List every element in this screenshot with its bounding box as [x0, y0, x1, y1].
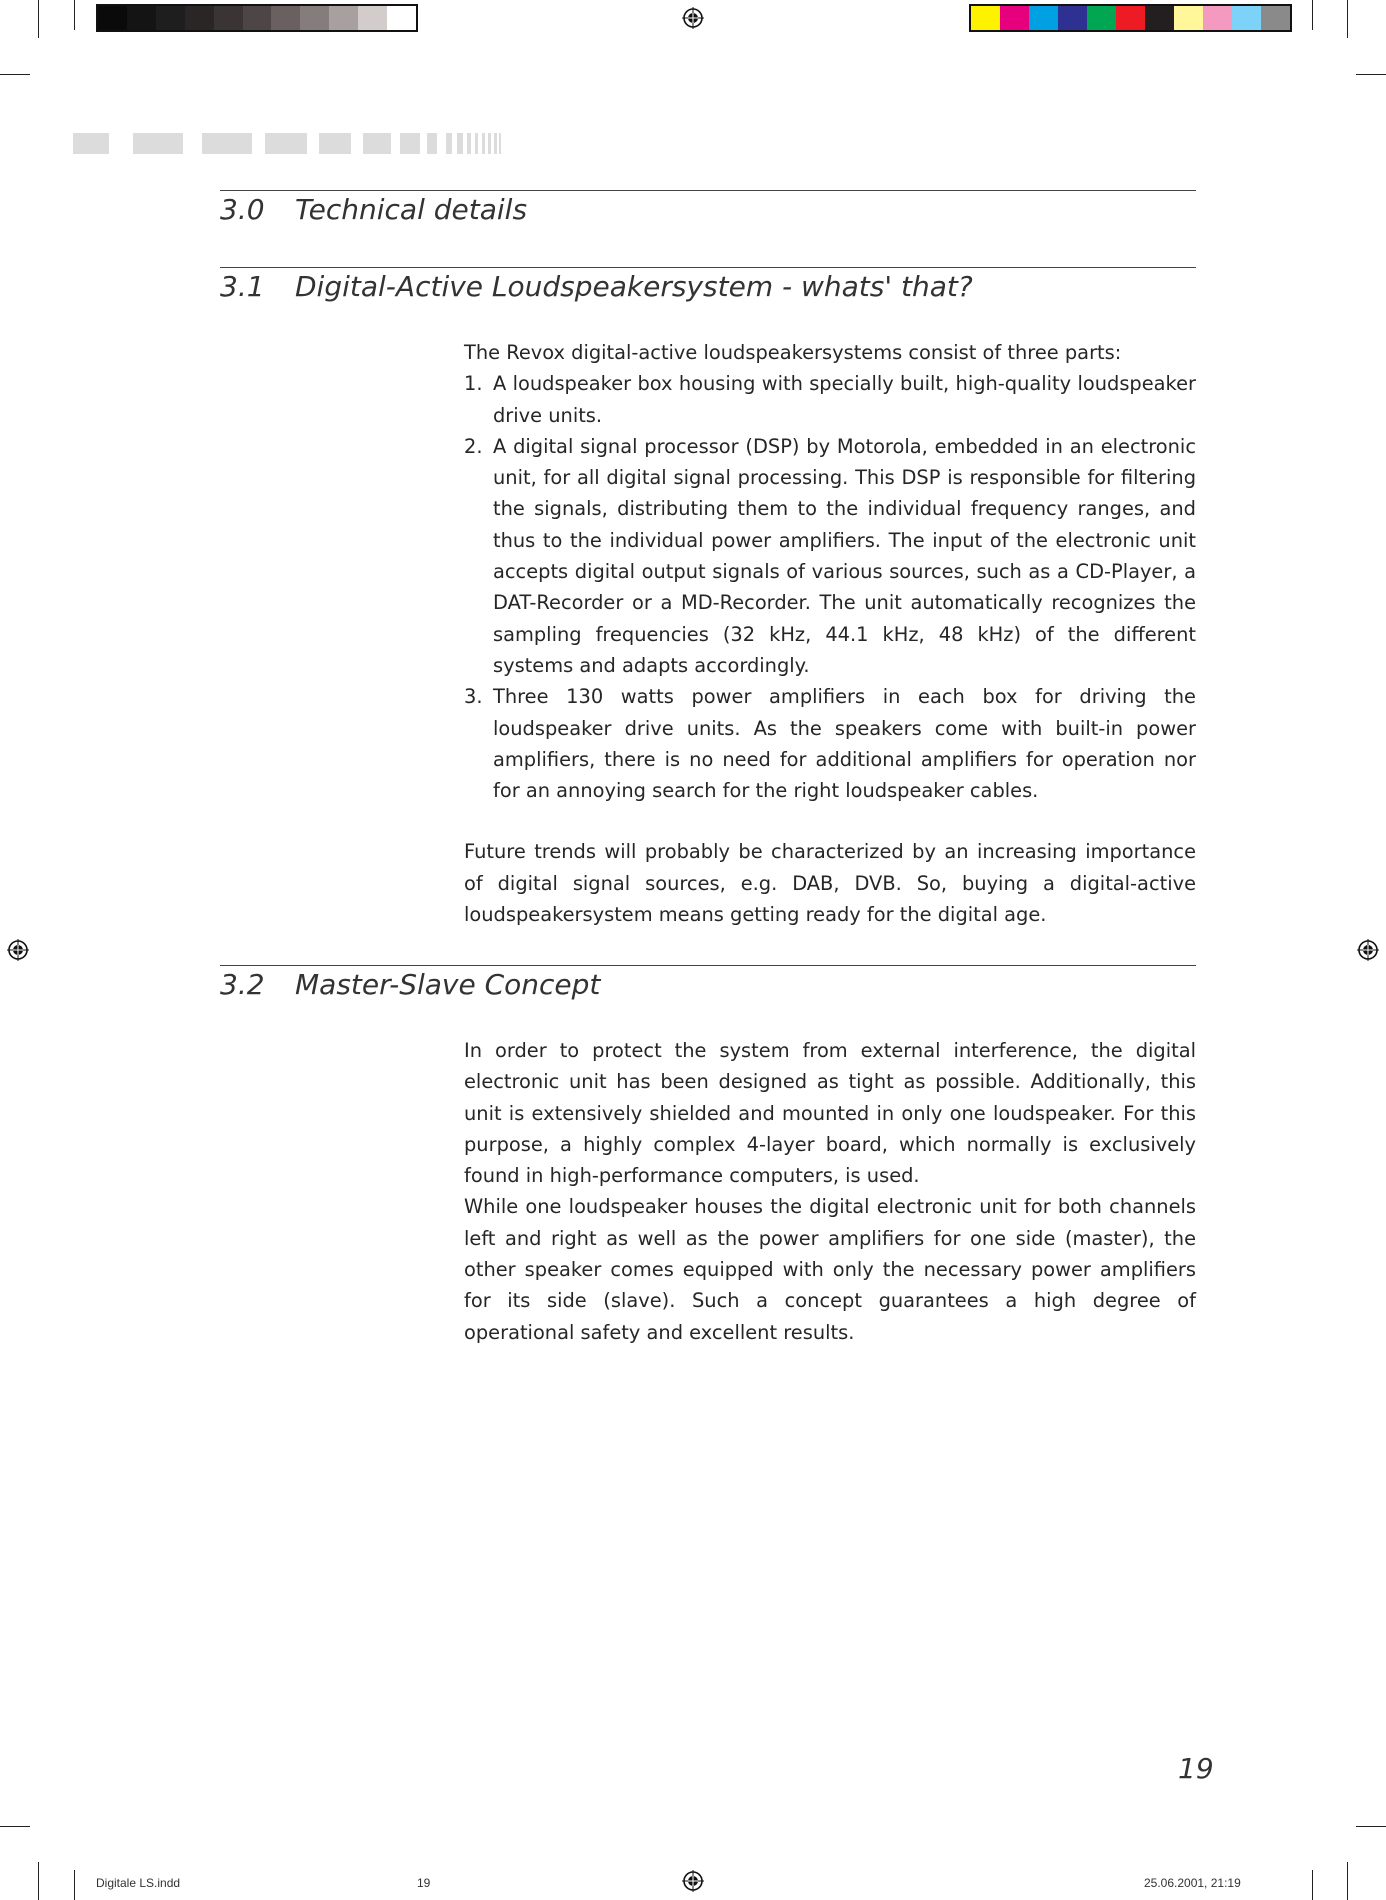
color-swatch — [358, 6, 387, 30]
crop-mark — [1312, 1870, 1313, 1900]
section-heading — [220, 968, 600, 1001]
crop-mark — [74, 1870, 75, 1900]
color-swatch — [1087, 6, 1116, 30]
section-heading — [220, 270, 973, 303]
section-number: 3.2 — [220, 968, 265, 1001]
list-item — [464, 431, 1196, 681]
section-rule — [220, 965, 1196, 966]
color-swatch — [1116, 6, 1145, 30]
section-number: 3.1 — [220, 270, 265, 303]
color-swatch — [971, 6, 1000, 30]
parts-list — [464, 368, 1196, 806]
closing-paragraph: Future trends will probably be characterized by an increasing importance of digital signal sources, e.g. DAB, DVB. So, buying a digital-active loudspeakersystem means getting ready for the digital age. — [464, 840, 1196, 927]
list-number: 2. — [464, 434, 483, 458]
color-swatch — [98, 6, 127, 30]
slug-page: 19 — [417, 1876, 431, 1890]
color-swatch — [1174, 6, 1203, 30]
gray-scale-bar — [96, 4, 418, 32]
crop-mark — [38, 1862, 39, 1900]
crop-mark — [38, 0, 39, 38]
crop-mark — [0, 74, 30, 75]
color-swatch — [127, 6, 156, 30]
color-swatch — [1261, 6, 1290, 30]
section-title: Digital-Active Loudspeakersystem - whats' that? — [295, 270, 973, 303]
section-number: 3.0 — [220, 193, 265, 226]
crop-mark — [1312, 0, 1313, 30]
crop-mark — [1347, 1862, 1348, 1900]
registration-mark-icon — [7, 939, 29, 961]
crop-mark — [0, 1826, 30, 1827]
color-swatch — [1232, 6, 1261, 30]
section-rule — [220, 190, 1196, 191]
color-swatch — [1058, 6, 1087, 30]
color-swatch — [1203, 6, 1232, 30]
color-swatch — [185, 6, 214, 30]
paragraph: While one loudspeaker houses the digital electronic unit for both channels left and right as well as the power amplifiers for one side (master), the other speaker comes equipped with only the necessary power amplifiers for its side (slave). Such a concept guarantees a high degree of operational safety and excellent results. — [464, 1195, 1196, 1344]
color-swatch — [243, 6, 272, 30]
color-swatch — [300, 6, 329, 30]
crop-mark — [1356, 1826, 1386, 1827]
registration-mark-icon — [1357, 939, 1379, 961]
list-item — [464, 681, 1196, 806]
crop-mark — [1347, 0, 1348, 38]
slug-filename: Digitale LS.indd — [96, 1876, 181, 1890]
list-item-text: A digital signal processor (DSP) by Motorola, embedded in an electronic unit, for all digital signal processing. This DSP is responsible for filtering the signals, distributing them to the individual frequency ranges, and thus to the individual power amplifiers. The input of the electronic unit accepts digital output signals of various sources, such as a CD-Player, a DAT-Recorder or a MD-Recorder. The unit automatically recognizes the sampling frequencies (32 kHz, 44.1 kHz, 48 kHz) of the different systems and adapts accordingly. — [493, 434, 1196, 677]
color-swatch — [1000, 6, 1029, 30]
intro-paragraph: The Revox digital-active loudspeakersystems consist of three parts: — [464, 341, 1122, 364]
section-title: Technical details — [295, 193, 528, 226]
crop-mark — [1356, 74, 1386, 75]
registration-mark-icon — [682, 7, 704, 29]
section-title: Master-Slave Concept — [295, 968, 601, 1001]
color-swatch — [271, 6, 300, 30]
crop-mark — [74, 0, 75, 30]
list-item-text: A loudspeaker box housing with specially built, high-quality loudspeaker drive units. — [493, 372, 1196, 427]
color-swatch — [329, 6, 358, 30]
slug-timestamp: 25.06.2001, 21:19 — [1144, 1876, 1241, 1890]
list-number: 1. — [464, 372, 483, 396]
list-item-text: Three 130 watts power amplifiers in each box for driving the loudspeaker drive units. As the speakers come with built-in power amplifiers, there is no need for additional amplifiers for operation nor for an annoying search for the right loudspeaker cables. — [493, 685, 1196, 803]
color-swatch — [387, 6, 416, 30]
page-number: 19 — [1178, 1752, 1214, 1785]
color-swatch — [156, 6, 185, 30]
section-heading — [220, 193, 527, 226]
paragraph: In order to protect the system from external interference, the digital electronic unit has been designed as tight as possible. Additionally, this unit is extensively shielded and mounted in only one loudspeaker. For this purpose, a highly complex 4-layer board, which normally is exclusively found in high-performance computers, is used. — [464, 1039, 1196, 1188]
section-rule — [220, 267, 1196, 268]
list-item — [464, 368, 1196, 431]
registration-mark-icon — [682, 1870, 704, 1892]
section-3-1-body — [464, 337, 1196, 930]
list-number: 3. — [464, 685, 483, 709]
color-swatch — [214, 6, 243, 30]
color-swatch — [1145, 6, 1174, 30]
section-3-2-body — [464, 1035, 1196, 1348]
color-bar — [969, 4, 1292, 32]
color-swatch — [1029, 6, 1058, 30]
